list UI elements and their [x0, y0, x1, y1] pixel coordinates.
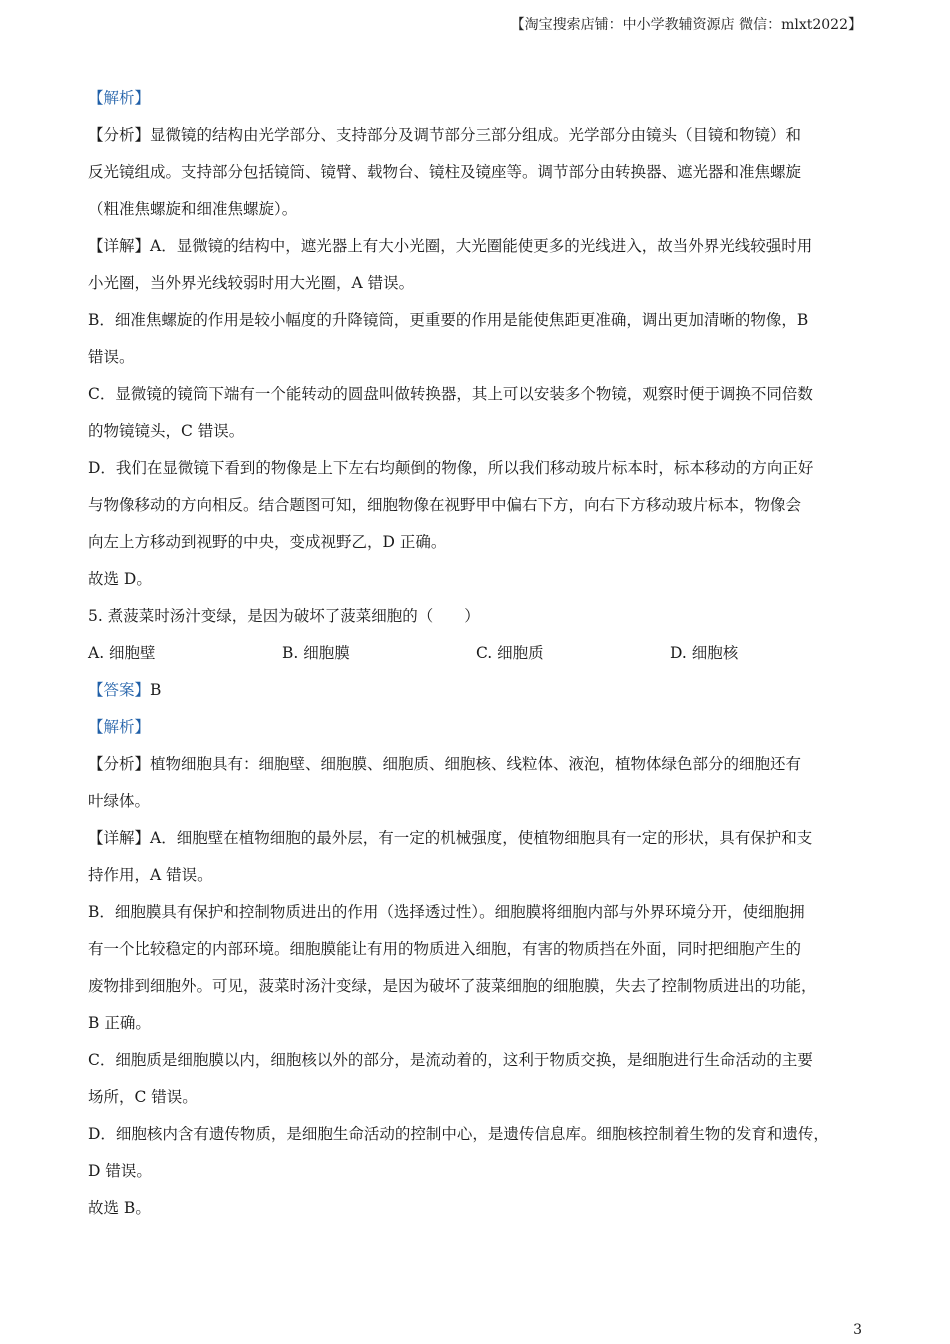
q5-xiangjie-tag: 【详解】	[88, 829, 151, 847]
q5-b-line4: B 正确。	[88, 1014, 151, 1032]
q5-jiexi-heading: 【解析】	[88, 718, 151, 736]
q5-d-line2: D 错误。	[88, 1162, 152, 1180]
q4-a-line1: A．显微镜的结构中，遮光器上有大小光圈，大光圈能使更多的光线进入，故当外界光线较强时用	[150, 237, 813, 255]
q4-fenxi	[88, 117, 864, 154]
q5-answer	[88, 672, 864, 709]
q4-d-line2: 与物像移动的方向相反。结合题图可知，细胞物像在视野甲中偏右下方，向右下方移动玻片标本，物像会	[88, 496, 802, 514]
q5-option-c: C. 细胞质	[476, 644, 544, 662]
q5-c-line2: 场所，C 错误。	[88, 1088, 198, 1106]
q5-fenxi	[88, 746, 864, 783]
q5-fenxi-tag: 【分析】	[88, 755, 151, 773]
q4-choice: 故选 D。	[88, 570, 152, 588]
q4-fenxi-line1: 显微镜的结构由光学部分、支持部分及调节部分三部分组成。光学部分由镜头（目镜和物镜）和	[150, 126, 802, 144]
q5-b-line2: 有一个比较稳定的内部环境。细胞膜能让有用的物质进入细胞，有害的物质挡在外面，同时把细胞产生的	[88, 940, 802, 958]
q5-b-line3: 废物排到细胞外。可见，菠菜时汤汁变绿，是因为破坏了菠菜细胞的细胞膜，失去了控制物质进出的功能，	[88, 977, 817, 995]
q5-choice: 故选 B。	[88, 1199, 151, 1217]
q4-c-line1: C．显微镜的镜筒下端有一个能转动的圆盘叫做转换器，其上可以安装多个物镜，观察时便于调换不同倍数	[88, 385, 813, 403]
q5-d-line1: D．细胞核内含有遗传物质，是细胞生命活动的控制中心，是遗传信息库。细胞核控制着生物的发育和遗传，	[88, 1125, 829, 1143]
q4-fenxi-tag: 【分析】	[88, 126, 151, 144]
q5-option-d: D. 细胞核	[670, 644, 739, 662]
q4-a-line2: 小光圈，当外界光线较弱时用大光圈，A 错误。	[88, 274, 415, 292]
q4-d-line1: D．我们在显微镜下看到的物像是上下左右均颠倒的物像，所以我们移动玻片标本时，标本移动的方向正好	[88, 459, 814, 477]
q4-xiangjie-tag: 【详解】	[88, 237, 151, 255]
q5-fenxi-line2: 叶绿体。	[88, 792, 151, 810]
q4-b-line1: B．细准焦螺旋的作用是较小幅度的升降镜筒，更重要的作用是能使焦距更准确，调出更加清晰的物像，B	[88, 311, 809, 329]
q5-a-line2: 持作用，A 错误。	[88, 866, 213, 884]
q5-option-a: A. 细胞壁	[88, 644, 156, 662]
q4-c-line2: 的物镜镜头，C 错误。	[88, 422, 245, 440]
q4-d-line3: 向左上方移动到视野的中央，变成视野乙，D 正确。	[88, 533, 447, 551]
page-header: 【淘宝搜索店铺：中小学教辅资源店 微信：mlxt2022】	[510, 17, 862, 33]
q4-jiexi-heading: 【解析】	[88, 89, 151, 107]
q5-options	[88, 635, 864, 672]
q4-b-line2: 错误。	[88, 348, 135, 366]
q4-fenxi-line3: （粗准焦螺旋和细准焦螺旋）。	[88, 200, 298, 218]
page-number: 3	[853, 1322, 862, 1338]
q4-xiangjie	[88, 228, 864, 265]
q5-answer-tag: 【答案】	[88, 681, 151, 699]
q5-stem: 5. 煮菠菜时汤汁变绿，是因为破坏了菠菜细胞的（ ）	[88, 607, 480, 625]
q5-c-line1: C．细胞质是细胞膜以内，细胞核以外的部分，是流动着的，这利于物质交换，是细胞进行生命活动的主要	[88, 1051, 813, 1069]
q5-option-b: B. 细胞膜	[282, 644, 350, 662]
document-body	[88, 80, 864, 1227]
q5-xiangjie	[88, 820, 864, 857]
q5-fenxi-line1: 植物细胞具有：细胞壁、细胞膜、细胞质、细胞核、线粒体、液泡，植物体绿色部分的细胞还有	[150, 755, 802, 773]
q5-answer-value: B	[150, 681, 162, 699]
q4-fenxi-line2: 反光镜组成。支持部分包括镜筒、镜臂、载物台、镜柱及镜座等。调节部分由转换器、遮光器和准焦螺旋	[88, 163, 802, 181]
q5-b-line1: B．细胞膜具有保护和控制物质进出的作用（选择透过性）。细胞膜将细胞内部与外界环境分开，使细胞拥	[88, 903, 805, 921]
q5-a-line1: A．细胞壁在植物细胞的最外层，有一定的机械强度，使植物细胞具有一定的形状，具有保护和支	[150, 829, 813, 847]
